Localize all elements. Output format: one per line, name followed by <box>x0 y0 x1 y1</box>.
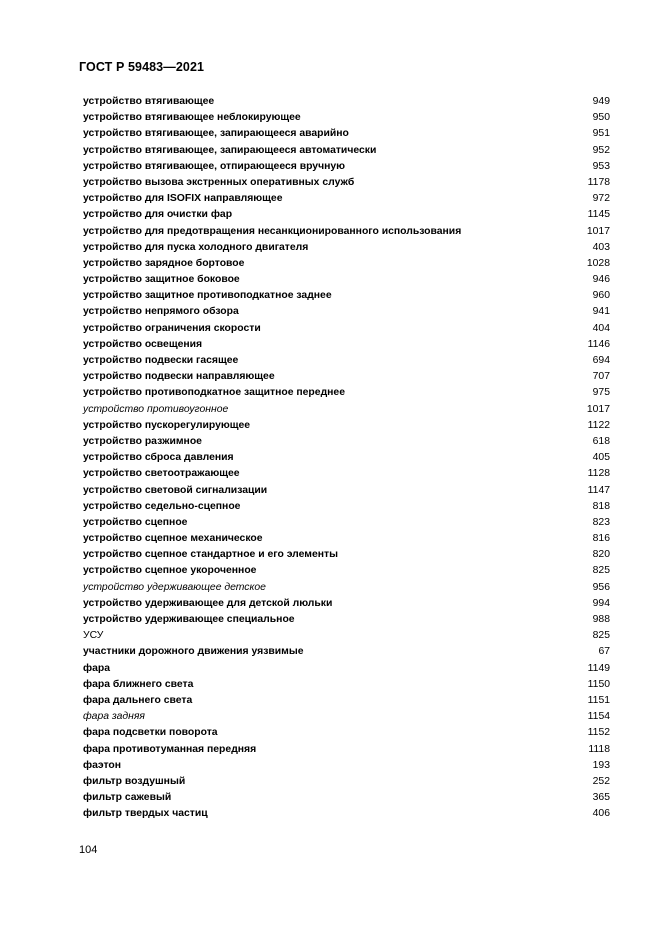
index-term: устройство зарядное бортовое <box>83 257 245 269</box>
index-term: фильтр воздушный <box>83 775 186 787</box>
index-term: УСУ <box>83 630 104 642</box>
index-entry <box>83 644 610 660</box>
index-term: устройство защитное противоподкатное заднее <box>83 290 332 302</box>
index-page-ref: 405 <box>592 452 610 464</box>
index-entry <box>83 110 610 126</box>
index-entry <box>83 677 610 693</box>
index-entry <box>83 175 610 191</box>
index-entry <box>83 596 610 612</box>
index-term: устройство седельно-сцепное <box>83 500 241 512</box>
index-term: устройство сцепное механическое <box>83 533 263 545</box>
index-entry <box>83 547 610 563</box>
index-entry <box>83 612 610 628</box>
index-page-ref: 1146 <box>587 338 610 350</box>
index-page-ref: 252 <box>592 775 610 787</box>
index-term: участники дорожного движения уязвимые <box>83 646 304 658</box>
index-entry <box>83 742 610 758</box>
index-page-ref: 956 <box>592 581 610 593</box>
index-page-ref: 1122 <box>587 419 610 431</box>
index-page-ref: 1147 <box>587 484 610 496</box>
index-entry <box>83 353 610 369</box>
index-term: фара задняя <box>83 711 145 723</box>
index-page-ref: 949 <box>592 96 610 107</box>
index-entry <box>83 256 610 272</box>
index-entry <box>83 515 610 531</box>
index-term: устройство для пуска холодного двигателя <box>83 241 309 253</box>
index-page-ref: 972 <box>592 193 610 205</box>
index-page-ref: 406 <box>592 808 610 820</box>
index-term: устройство ограничения скорости <box>83 322 261 334</box>
index-entry <box>83 434 610 450</box>
index-page-ref: 404 <box>592 322 610 334</box>
index-term: устройство удерживающее детское <box>83 581 266 593</box>
index-term: фара <box>83 662 110 674</box>
index-term: фара дальнего света <box>83 694 193 706</box>
index-term: устройство вызова экстренных оперативных служб <box>83 176 355 188</box>
index-page-ref: 994 <box>592 597 610 609</box>
index-term: устройство удерживающее для детской люльки <box>83 597 333 609</box>
index-entry <box>83 580 610 596</box>
index-term: устройство втягивающее <box>83 96 215 107</box>
index-entry <box>83 94 610 110</box>
index-page-ref: 1118 <box>588 743 610 755</box>
index-page-ref: 951 <box>592 128 610 140</box>
index-entry <box>83 450 610 466</box>
index-term: устройство удерживающее специальное <box>83 614 295 625</box>
index-page-ref: 823 <box>592 516 610 528</box>
index-page-ref: 825 <box>592 565 610 577</box>
index-term: фара ближнего света <box>83 678 194 690</box>
index-entry <box>83 402 610 418</box>
index-entry <box>83 563 610 579</box>
index-page-ref: 1150 <box>587 678 610 690</box>
index-entry <box>83 806 610 822</box>
index-term: устройство сцепное укороченное <box>83 565 257 577</box>
index-page-ref: 960 <box>592 290 610 302</box>
index-term: устройство противоугонное <box>83 403 229 415</box>
index-entry <box>83 369 610 385</box>
index-page-ref: 952 <box>592 144 610 156</box>
index-entry <box>83 466 610 482</box>
index-page-ref: 1151 <box>587 694 610 706</box>
index-term: устройство подвески гасящее <box>83 355 239 366</box>
index-term: устройство непрямого обзора <box>83 306 239 318</box>
index-entry <box>83 758 610 774</box>
document-header: ГОСТ Р 59483—2021 <box>79 60 205 74</box>
index-page-ref: 825 <box>592 630 610 642</box>
index-page-ref: 950 <box>592 112 610 124</box>
index-list <box>83 94 610 822</box>
index-page-ref: 1152 <box>587 727 610 739</box>
index-entry <box>83 693 610 709</box>
index-entry <box>83 483 610 499</box>
index-term: устройство световой сигнализации <box>83 484 268 496</box>
index-entry <box>83 126 610 142</box>
index-page-ref: 618 <box>592 435 610 447</box>
index-page-ref: 820 <box>592 549 610 561</box>
index-term: устройство для очистки фар <box>83 209 233 221</box>
index-page-ref: 694 <box>592 355 610 366</box>
index-page-ref: 1145 <box>587 209 610 221</box>
index-entry <box>83 385 610 401</box>
index-page-ref: 1017 <box>586 225 610 237</box>
index-entry <box>83 628 610 644</box>
index-page-ref: 941 <box>592 306 610 318</box>
index-entry <box>83 272 610 288</box>
index-term: устройство освещения <box>83 338 203 350</box>
index-term: фильтр сажевый <box>83 792 172 804</box>
index-entry <box>83 159 610 175</box>
index-entry <box>83 418 610 434</box>
index-entry <box>83 240 610 256</box>
index-page-ref: 193 <box>592 759 610 771</box>
index-entry <box>83 709 610 725</box>
index-entry <box>83 661 610 677</box>
index-page-ref: 1017 <box>586 403 610 415</box>
index-entry <box>83 224 610 240</box>
index-term: устройство втягивающее, отпирающееся вручную <box>83 160 346 172</box>
index-entry <box>83 725 610 741</box>
index-page-ref: 988 <box>592 614 610 625</box>
index-page-ref: 816 <box>592 533 610 545</box>
index-entry <box>83 143 610 159</box>
index-page-ref: 67 <box>598 646 610 658</box>
index-term: устройство втягивающее, запирающееся аварийно <box>83 128 349 140</box>
index-term: устройство для предотвращения несанкционированного использования <box>83 225 462 237</box>
index-entry <box>83 207 610 223</box>
index-entry <box>83 499 610 515</box>
index-term: фара подсветки поворота <box>83 727 218 739</box>
index-entry <box>83 304 610 320</box>
index-term: фаэтон <box>83 759 122 771</box>
index-page-ref: 1154 <box>587 711 610 723</box>
index-term: устройство светоотражающее <box>83 468 240 480</box>
page-number: 104 <box>79 844 98 856</box>
index-term: устройство сцепное <box>83 516 188 528</box>
index-page-ref: 707 <box>592 371 610 383</box>
index-term: устройство втягивающее неблокирующее <box>83 112 301 124</box>
index-term: фара противотуманная передняя <box>83 743 257 755</box>
index-page-ref: 1028 <box>586 257 610 269</box>
index-term: устройство для ISOFIX направляющее <box>83 193 283 205</box>
index-entry <box>83 191 610 207</box>
index-term: устройство защитное боковое <box>83 274 240 286</box>
index-term: устройство сброса давления <box>83 452 234 464</box>
index-page-ref: 403 <box>592 241 610 253</box>
index-entry <box>83 774 610 790</box>
index-term: устройство противоподкатное защитное переднее <box>83 387 345 399</box>
index-term: устройство разжимное <box>83 435 202 447</box>
index-entry <box>83 531 610 547</box>
index-entry <box>83 321 610 337</box>
index-page-ref: 1149 <box>587 662 610 674</box>
index-entry <box>83 790 610 806</box>
index-entry <box>83 288 610 304</box>
index-term: устройство втягивающее, запирающееся автоматически <box>83 144 377 156</box>
index-page-ref: 365 <box>592 792 610 804</box>
index-page-ref: 1178 <box>587 176 610 188</box>
index-entry <box>83 337 610 353</box>
index-page-ref: 1128 <box>587 468 610 480</box>
index-page-ref: 953 <box>592 160 610 172</box>
index-term: устройство сцепное стандартное и его элементы <box>83 549 338 561</box>
index-term: устройство подвески направляющее <box>83 371 275 383</box>
index-page-ref: 818 <box>592 500 610 512</box>
index-term: фильтр твердых частиц <box>83 808 208 820</box>
index-term: устройство пускорегулирующее <box>83 419 251 431</box>
index-page-ref: 975 <box>592 387 610 399</box>
index-page-ref: 946 <box>592 274 610 286</box>
